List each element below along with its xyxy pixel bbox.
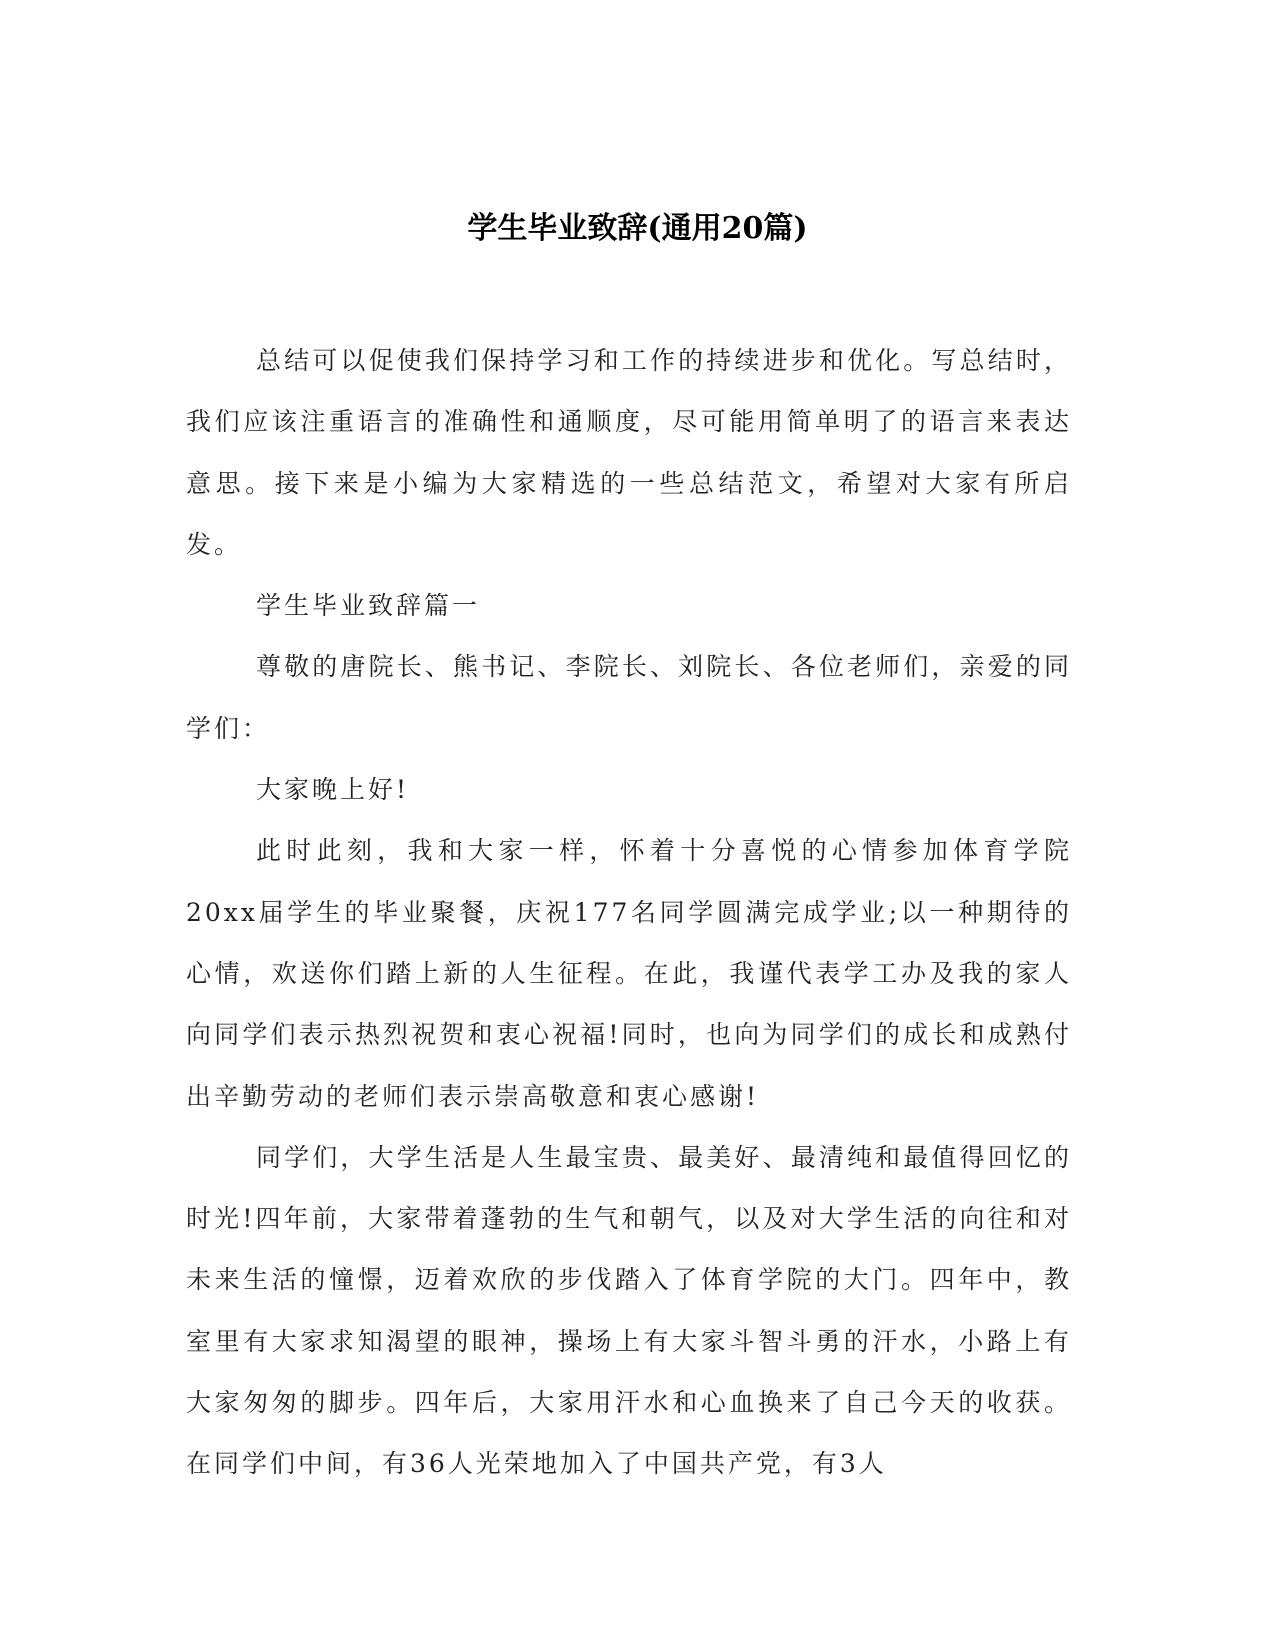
section-heading: 学生毕业致辞篇一 [256, 591, 481, 621]
document-title: 学生毕业致辞(通用20篇) [467, 211, 808, 246]
body-paragraph: 此时此刻，我和大家一样，怀着十分喜悦的心情参加体育学院20xx届学生的毕业聚餐，庆祝177名同学圆满完成学业;以一种期待的心情，欢送你们踏上新的人生征程。在此，我谨代表学工办及我的家人向同学们表示热烈祝贺和衷心祝福!同时，也向为同学们的成长和成熟付出辛勤劳动的老师们表示崇高敬意和衷心感谢! [186, 836, 1072, 1111]
body-paragraph: 同学们，大学生活是人生最宝贵、最美好、最清纯和最值得回忆的时光!四年前，大家带着蓬勃的生气和朝气，以及对大学生活的向往和对未来生活的憧憬，迈着欢欣的步伐踏入了体育学院的大门。四年中，教室里有大家求知渴望的眼神，操场上有大家斗智斗勇的汗水，小路上有大家匆匆的脚步。四年后，大家用汗水和心血换来了自己今天的收获。在同学们中间，有36人光荣地加入了中国共产党，有3人 [186, 1142, 1072, 1479]
intro-paragraph: 总结可以促使我们保持学习和工作的持续进步和优化。写总结时，我们应该注重语言的准确性和通顺度，尽可能用简单明了的语言来表达意思。接下来是小编为大家精选的一些总结范文，希望对大家有所启发。 [186, 346, 1072, 559]
salutation-paragraph: 尊敬的唐院长、熊书记、李院长、刘院长、各位老师们，亲爱的同学们： [186, 652, 1072, 743]
greeting-paragraph: 大家晚上好! [256, 775, 410, 805]
document-body [186, 330, 1072, 1495]
